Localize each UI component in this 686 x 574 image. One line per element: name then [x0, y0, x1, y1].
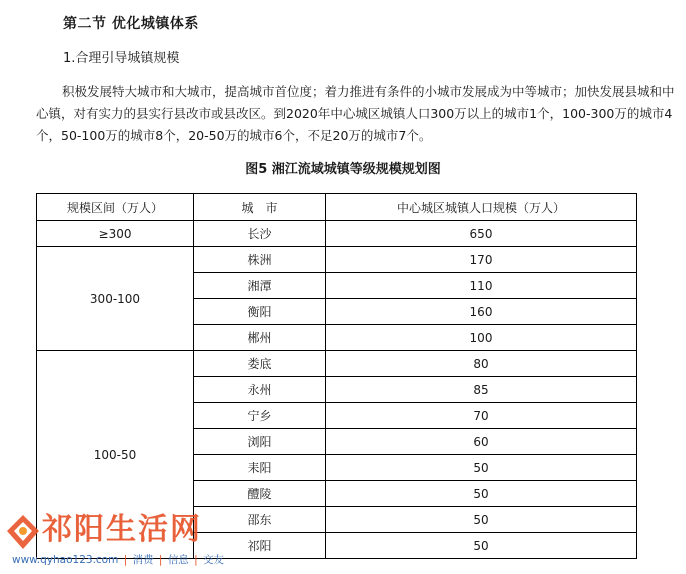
body-paragraph: 积极发展特大城市和大城市，提高城市首位度；着力推进有条件的小城市发展成为中等城市；加快发展县城和中心镇，对有实力的县实行县改市或县改区。到2020年中心城区城镇人口300万以上的城市1个，100-300万的城市4个，50-100万的城市8个，20-50万的城市6个，不足20万的城市7个。: [36, 84, 675, 143]
city-cell: 耒阳: [194, 455, 326, 481]
city-cell: 长沙: [194, 221, 326, 247]
population-cell: 160: [326, 299, 637, 325]
city-cell: 醴陵: [194, 481, 326, 507]
city-scale-table: [36, 193, 637, 559]
city-cell: 祁阳: [194, 533, 326, 559]
sub-title: 1.合理引导城镇规模: [63, 51, 180, 66]
logo-tag-2: 信息: [167, 554, 189, 566]
diamond-logo-icon: [6, 514, 40, 550]
logo-tag-1: 消费: [132, 554, 154, 566]
city-cell: 邵东: [194, 507, 326, 533]
logo-url: www.qyhao123.com: [12, 554, 119, 566]
population-cell: 170: [326, 247, 637, 273]
city-cell: 湘潭: [194, 273, 326, 299]
city-cell: 浏阳: [194, 429, 326, 455]
range-cell: 300-100: [37, 247, 194, 351]
population-cell: 110: [326, 273, 637, 299]
header-range: 规模区间（万人）: [37, 194, 194, 221]
range-cell: ≥300: [37, 221, 194, 247]
table-body: [37, 221, 637, 559]
city-cell: 宁乡: [194, 403, 326, 429]
table-header-row: [37, 194, 637, 221]
table-row: [37, 351, 637, 377]
city-cell: 娄底: [194, 351, 326, 377]
section-title: 第二节 优化城镇体系: [63, 16, 199, 32]
population-cell: 50: [326, 455, 637, 481]
header-population: 中心城区城镇人口规模（万人）: [326, 194, 637, 221]
population-cell: 80: [326, 351, 637, 377]
watermark-logo: [2, 512, 225, 574]
logo-name: 祁阳生活网: [42, 512, 202, 547]
population-cell: 100: [326, 325, 637, 351]
city-cell: 郴州: [194, 325, 326, 351]
header-city: 城 市: [194, 194, 326, 221]
population-cell: 70: [326, 403, 637, 429]
logo-url-line: www.qyhao123.com | 消费 | 信息 | 交友: [12, 554, 225, 566]
city-cell: 衡阳: [194, 299, 326, 325]
city-cell: 永州: [194, 377, 326, 403]
population-cell: 650: [326, 221, 637, 247]
range-cell: 100-50: [37, 351, 194, 559]
figure-caption: 图5 湘江流域城镇等级规模规划图: [245, 162, 441, 177]
city-cell: 株洲: [194, 247, 326, 273]
logo-tag-3: 交友: [203, 554, 225, 566]
population-cell: 50: [326, 481, 637, 507]
table-row: [37, 247, 637, 273]
population-cell: 50: [326, 533, 637, 559]
population-cell: 50: [326, 507, 637, 533]
population-cell: 85: [326, 377, 637, 403]
population-cell: 60: [326, 429, 637, 455]
table-row: [37, 221, 637, 247]
